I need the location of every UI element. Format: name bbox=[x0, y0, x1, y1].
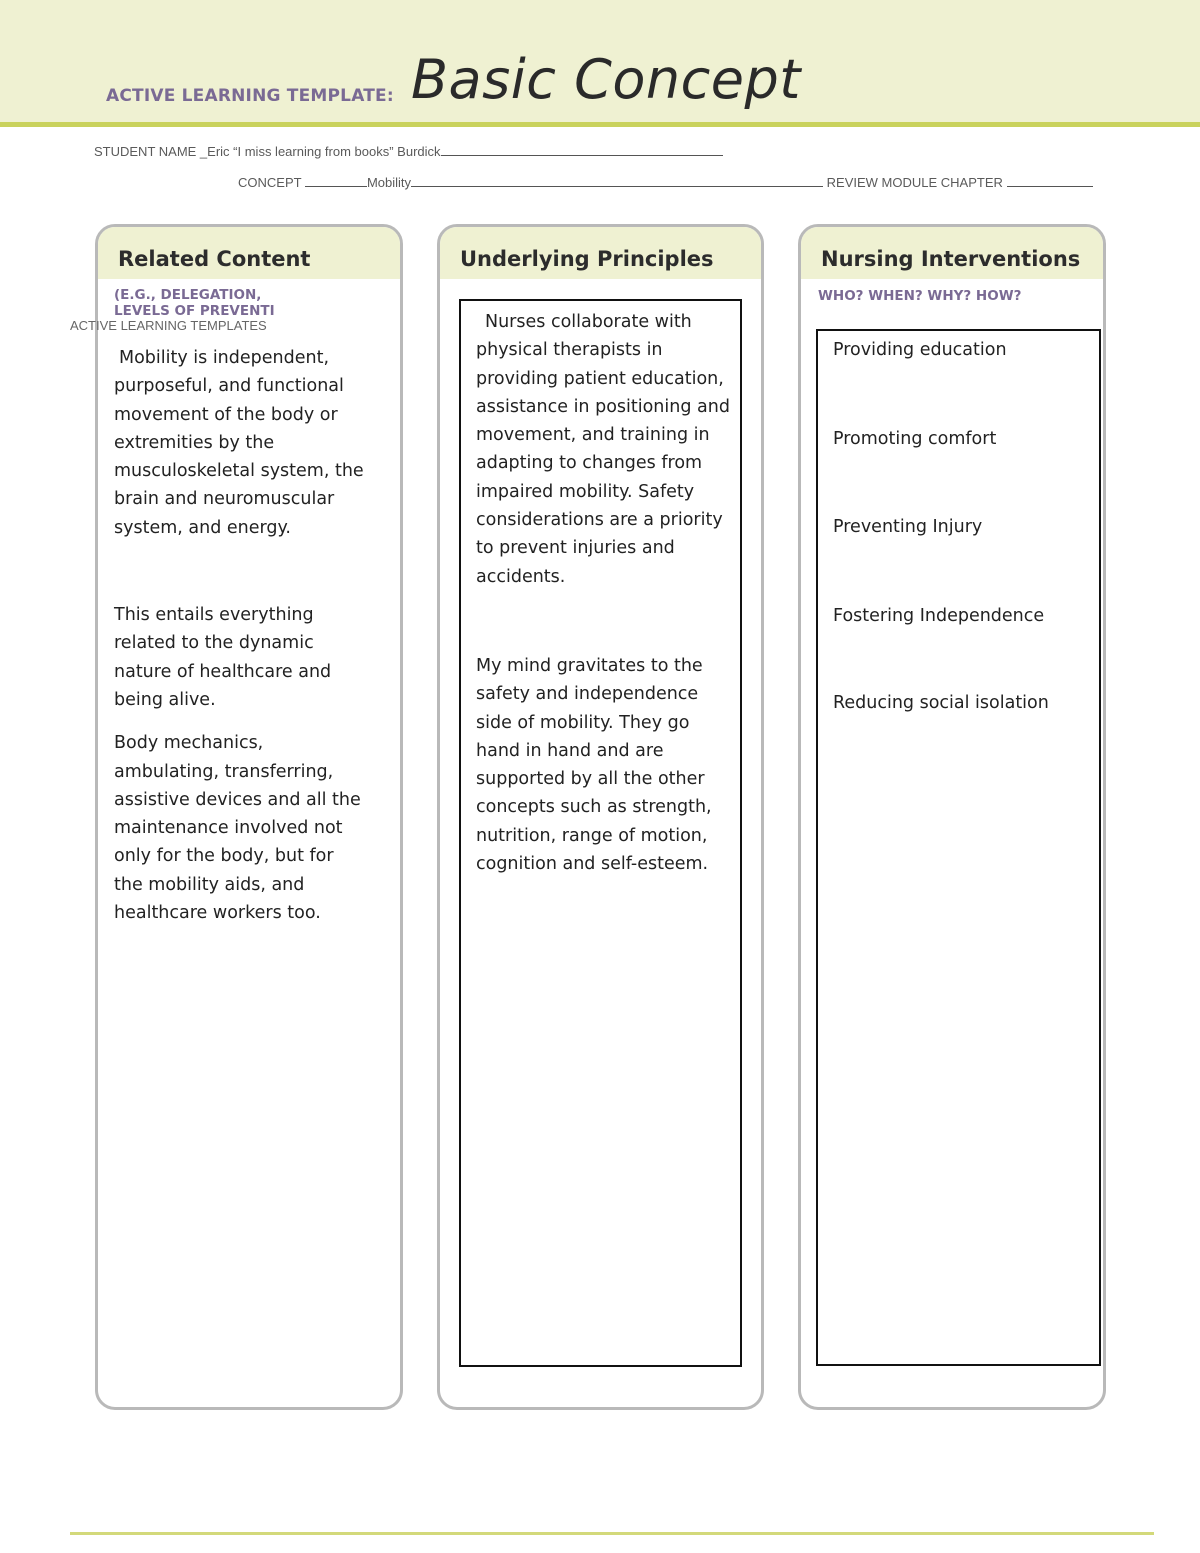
underlying-principles-paragraph-1: Nurses collaborate with physical therapists in providing patient education, assistance in positioning and movement, and training in adapting to changes from impaired mobility. Safety considerations are a priority to prevent injuries and accidents. bbox=[476, 312, 730, 587]
concept-underline bbox=[411, 175, 823, 187]
underlying-principles-text bbox=[476, 308, 738, 878]
header-divider bbox=[0, 122, 1200, 127]
related-content-subheading-line1: (E.G., DELEGATION, bbox=[114, 287, 262, 303]
related-content-subheading-line2: LEVELS OF PREVENTI bbox=[114, 303, 275, 319]
footer-divider bbox=[70, 1532, 1154, 1535]
student-name-line bbox=[94, 144, 723, 159]
underlying-principles-paragraph-2: My mind gravitates to the safety and independence side of mobility. They go hand in hand and are supported by all the other concepts such as strength, nutrition, range of motion, cognition and self-esteem. bbox=[476, 655, 712, 875]
related-content-paragraph-3: Body mechanics, ambulating, transferring, assistive devices and all the maintenance involved not only for the body, but for the mobility aids, and healthcare workers too. bbox=[114, 733, 361, 924]
related-content-paragraph-2: This entails everything related to the dynamic nature of healthcare and being alive. bbox=[114, 605, 332, 710]
review-module-label: REVIEW MODULE CHAPTER bbox=[826, 175, 1003, 190]
page-title: Basic Concept bbox=[411, 48, 801, 111]
student-name-value[interactable]: Eric “I miss learning from books” Burdick bbox=[207, 144, 441, 159]
student-name-underline bbox=[441, 144, 723, 156]
related-content-heading: Related Content bbox=[98, 227, 400, 279]
concept-line bbox=[238, 175, 1093, 190]
intervention-item: Reducing social isolation bbox=[833, 693, 1049, 713]
related-content-text bbox=[114, 344, 364, 927]
nursing-interventions-subheading: WHO? WHEN? WHY? HOW? bbox=[818, 288, 1022, 304]
related-content-subheading bbox=[114, 287, 275, 319]
student-name-label: STUDENT NAME _ bbox=[94, 144, 208, 159]
template-label: ACTIVE LEARNING TEMPLATE: bbox=[106, 86, 394, 106]
related-content-paragraph-1: Mobility is independent, purposeful, and functional movement of the body or extremities by the musculoskeletal system, the brain and neuromuscular system, and energy. bbox=[114, 348, 364, 538]
review-module-field[interactable] bbox=[1007, 175, 1093, 187]
concept-underline-lead bbox=[305, 175, 367, 187]
intervention-item: Providing education bbox=[833, 340, 1007, 360]
overlay-note: ACTIVE LEARNING TEMPLATES bbox=[70, 318, 267, 333]
concept-label: CONCEPT bbox=[238, 175, 302, 190]
underlying-principles-heading: Underlying Principles bbox=[440, 227, 761, 279]
intervention-item: Fostering Independence bbox=[833, 606, 1045, 626]
nursing-interventions-textbox[interactable] bbox=[816, 329, 1101, 1366]
nursing-interventions-heading: Nursing Interventions bbox=[801, 227, 1103, 279]
intervention-item: Promoting comfort bbox=[833, 429, 997, 449]
intervention-item: Preventing Injury bbox=[833, 517, 983, 537]
concept-value[interactable]: Mobility bbox=[366, 175, 412, 190]
